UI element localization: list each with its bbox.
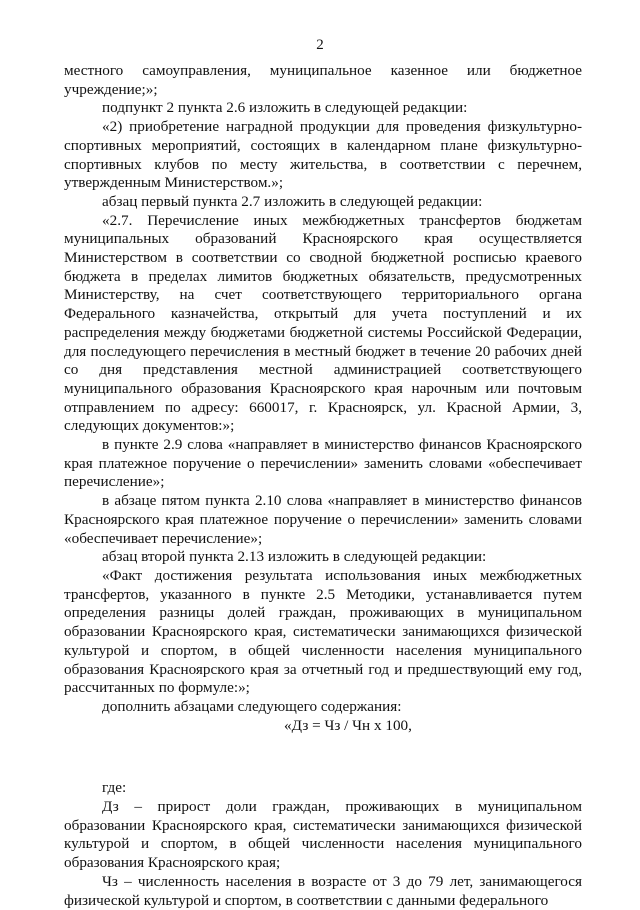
paragraph: «Факт достижения результата использования иных межбюджетных трансфертов, указанного в пункте 2.5 Методики, устанавливается путем определения разницы долей граждан, проживающих в муниципальном образовании Красноярского края, систематически занимающихся физической культурой и спортом, в общей численности населения муниципального образования Красноярского края за отчетный год и предшествующий ему год, рассчитанных по формуле:»;	[64, 566, 582, 697]
paragraph: абзац второй пункта 2.13 изложить в следующей редакции:	[102, 548, 487, 566]
paragraph: Чз – численность населения в возрасте от 3 до 79 лет, занимающегося физической культурой и спортом, в соответствии с данными федерального	[64, 872, 582, 909]
paragraph: в абзаце пятом пункта 2.10 слова «направляет в министерство финансов Красноярского края платежное поручение о перечислении» заменить словами «обеспечивает перечисление»;	[64, 492, 582, 547]
paragraph: «2.7. Перечисление иных межбюджетных трансфертов бюджетам муниципальных образований Красноярского края осуществляется Министерством в соответствии со сводной бюджетной росписью краевого бюджета в пределах лимитов бюджетных обязательств, предусмотренных Министерству, на счет соответствующего территориального органа Федерального казначейства, открытый для учета поступлений и их распределения между бюджетами бюджетной системы Российской Федерации, для последующего перечисления в местный бюджет в течение 20 рабочих дней со дня представления местной администрацией соответствующего муниципального образования Красноярского края нарочным или почтовым отправлением по адресу: 660017, г. Красноярск, ул. Красной Армии, 3, следующих документов:»;	[64, 211, 582, 435]
paragraph: дополнить абзацами следующего содержания:	[102, 697, 402, 715]
paragraph: местного самоуправления, муниципальное казенное или бюджетное учреждение;»;	[64, 62, 582, 98]
formula: «Дз = Чз / Чн х 100,	[284, 716, 412, 734]
document-body	[64, 62, 582, 910]
paragraph: где:	[102, 779, 127, 797]
page-number: 2	[316, 37, 324, 53]
paragraph: «2) приобретение наградной продукции для проведения физкультурно-спортивных мероприятий, состоящих в календарном плане физкультурно-спортивных клубов по месту жительства, в соответствии с перечнем, утвержденным Министерством.»;	[64, 118, 582, 192]
paragraph: подпункт 2 пункта 2.6 изложить в следующей редакции:	[102, 99, 468, 117]
paragraph: абзац первый пункта 2.7 изложить в следующей редакции:	[102, 192, 483, 210]
paragraph: в пункте 2.9 слова «направляет в министерство финансов Красноярского края платежное поручение о перечислении» заменить словами «обеспечивает перечисление»;	[64, 436, 582, 491]
spacer	[64, 735, 582, 779]
paragraph: Дз – прирост доли граждан, проживающих в муниципальном образовании Красноярского края, систематически занимающихся физической культурой и спортом, в общей численности населения муниципального образования Красноярского края;	[64, 798, 582, 872]
